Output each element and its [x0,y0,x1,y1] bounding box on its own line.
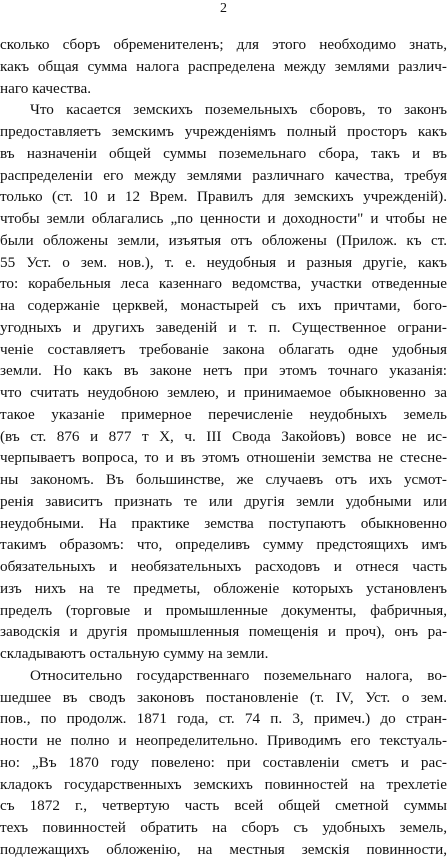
text-line: обязательныхъ и необязательныхъ расходовъ и отнеся часть [0,558,447,575]
text-line: ченіе составляетъ требованіе закона облагать одне удобныя [0,340,447,358]
text-line: пределъ (торговые и промышленные документы, фабричныя, [0,601,447,619]
text-line: Что касается земскихъ поземельныхъ сборовъ, то законъ [30,101,447,119]
text-line: (въ ст. 876 и 877 т Х, ч. III Свода Закойовъ) вовсе не ис- [0,427,447,445]
text-line: подлежащихъ обложенію, на местныя земскія повинности, [0,840,447,858]
text-line: шедшее въ сводъ законовъ постановленіе (т. IV, Уст. о зем. [0,688,447,706]
text-line: въ назначеніи общей суммы поземельнаго сбора, такъ и въ [0,144,447,162]
text-line: чтобы земли облагались „по ценности и доходности" и чтобы не [0,210,447,227]
text-line: Относительно государственнаго поземельнаго налога, во- [30,666,447,684]
text-line: пов., по продолж. 1871 года, ст. 74 п. 3, примеч.) до стран- [0,710,447,728]
text-line: угодныхъ и другихъ заведеній и т. п. Существенное ограни- [0,318,447,336]
text-line: такое указаніе примерное перечисленіе неудобныхъ земель [0,405,447,423]
text-line: неудобными. На практике земства поступаютъ обыкновенно [0,514,447,532]
text-line: то: корабельныя леса казеннаго ведомства, участки отведенные [0,275,447,293]
text-line: изъ нихъ на те предметы, обложеніе которыхъ установленъ [0,579,447,597]
text-line: наго качества. [0,79,92,97]
text-line: черпываетъ вопроса, то и въ этомъ отношеніи земства не стесне- [0,449,447,467]
text-line: заводскія и другія промышленныя помещенія и проч), онъ ра- [0,623,447,641]
text-line: техъ повинностей обратить на сборъ съ удобныхъ земель, [0,819,447,836]
text-line: 55 Уст. о зем. нов.), т. е. неудобныя и разныя другіе, какъ [0,253,447,271]
text-line: такимъ образомъ: что, определивъ сумму предстоящихъ имъ [0,536,447,554]
text-line: ности не полно и неопределительно. Приводимъ его текстуаль- [0,732,447,749]
text-line: кладокъ государственныхъ земскихъ повинностей на трехлетіе [0,775,447,793]
text-line: ренія зависитъ признать те или другія земли удобными или [0,492,447,510]
text-line: ны закономъ. Въ большинстве, же случаевъ отъ ихъ усмот- [0,471,447,488]
text-line: что считать неудобною землею, и принимаемое обыкновенно за [0,384,447,401]
page-number: 2 [220,1,227,16]
text-line: земли. Но какъ въ законе нетъ при этомъ точнаго указанія: [0,362,447,380]
text-line: складываютъ остальную сумму на земли. [0,645,269,662]
text-line: какъ общая сумма налога распределена между землями различ- [0,57,447,75]
text-line: съ 1872 г., четвертую часть всей общей сметной суммы [0,797,447,815]
text-line: на содержаніе церквей, монастырей съ ихъ причтами, бого- [0,297,447,314]
text-line: были обложены земли, изъятыя отъ обложены (Прилож. къ ст. [0,231,447,249]
text-line: только (ст. 10 и 12 Врем. Правилъ для земскихъ учрежденій). [0,188,447,206]
text-line: но: „Въ 1870 году повелено: при составленіи сметъ и рас- [0,753,447,771]
text-line: предоставляетъ земскимъ учрежденіямъ полный просторъ какъ [0,123,447,140]
text-line: распределеніи его между землями различнаго качества, требуя [0,166,447,184]
text-line: сколько сборъ обременителенъ; для этого необходимо знать, [0,36,447,53]
